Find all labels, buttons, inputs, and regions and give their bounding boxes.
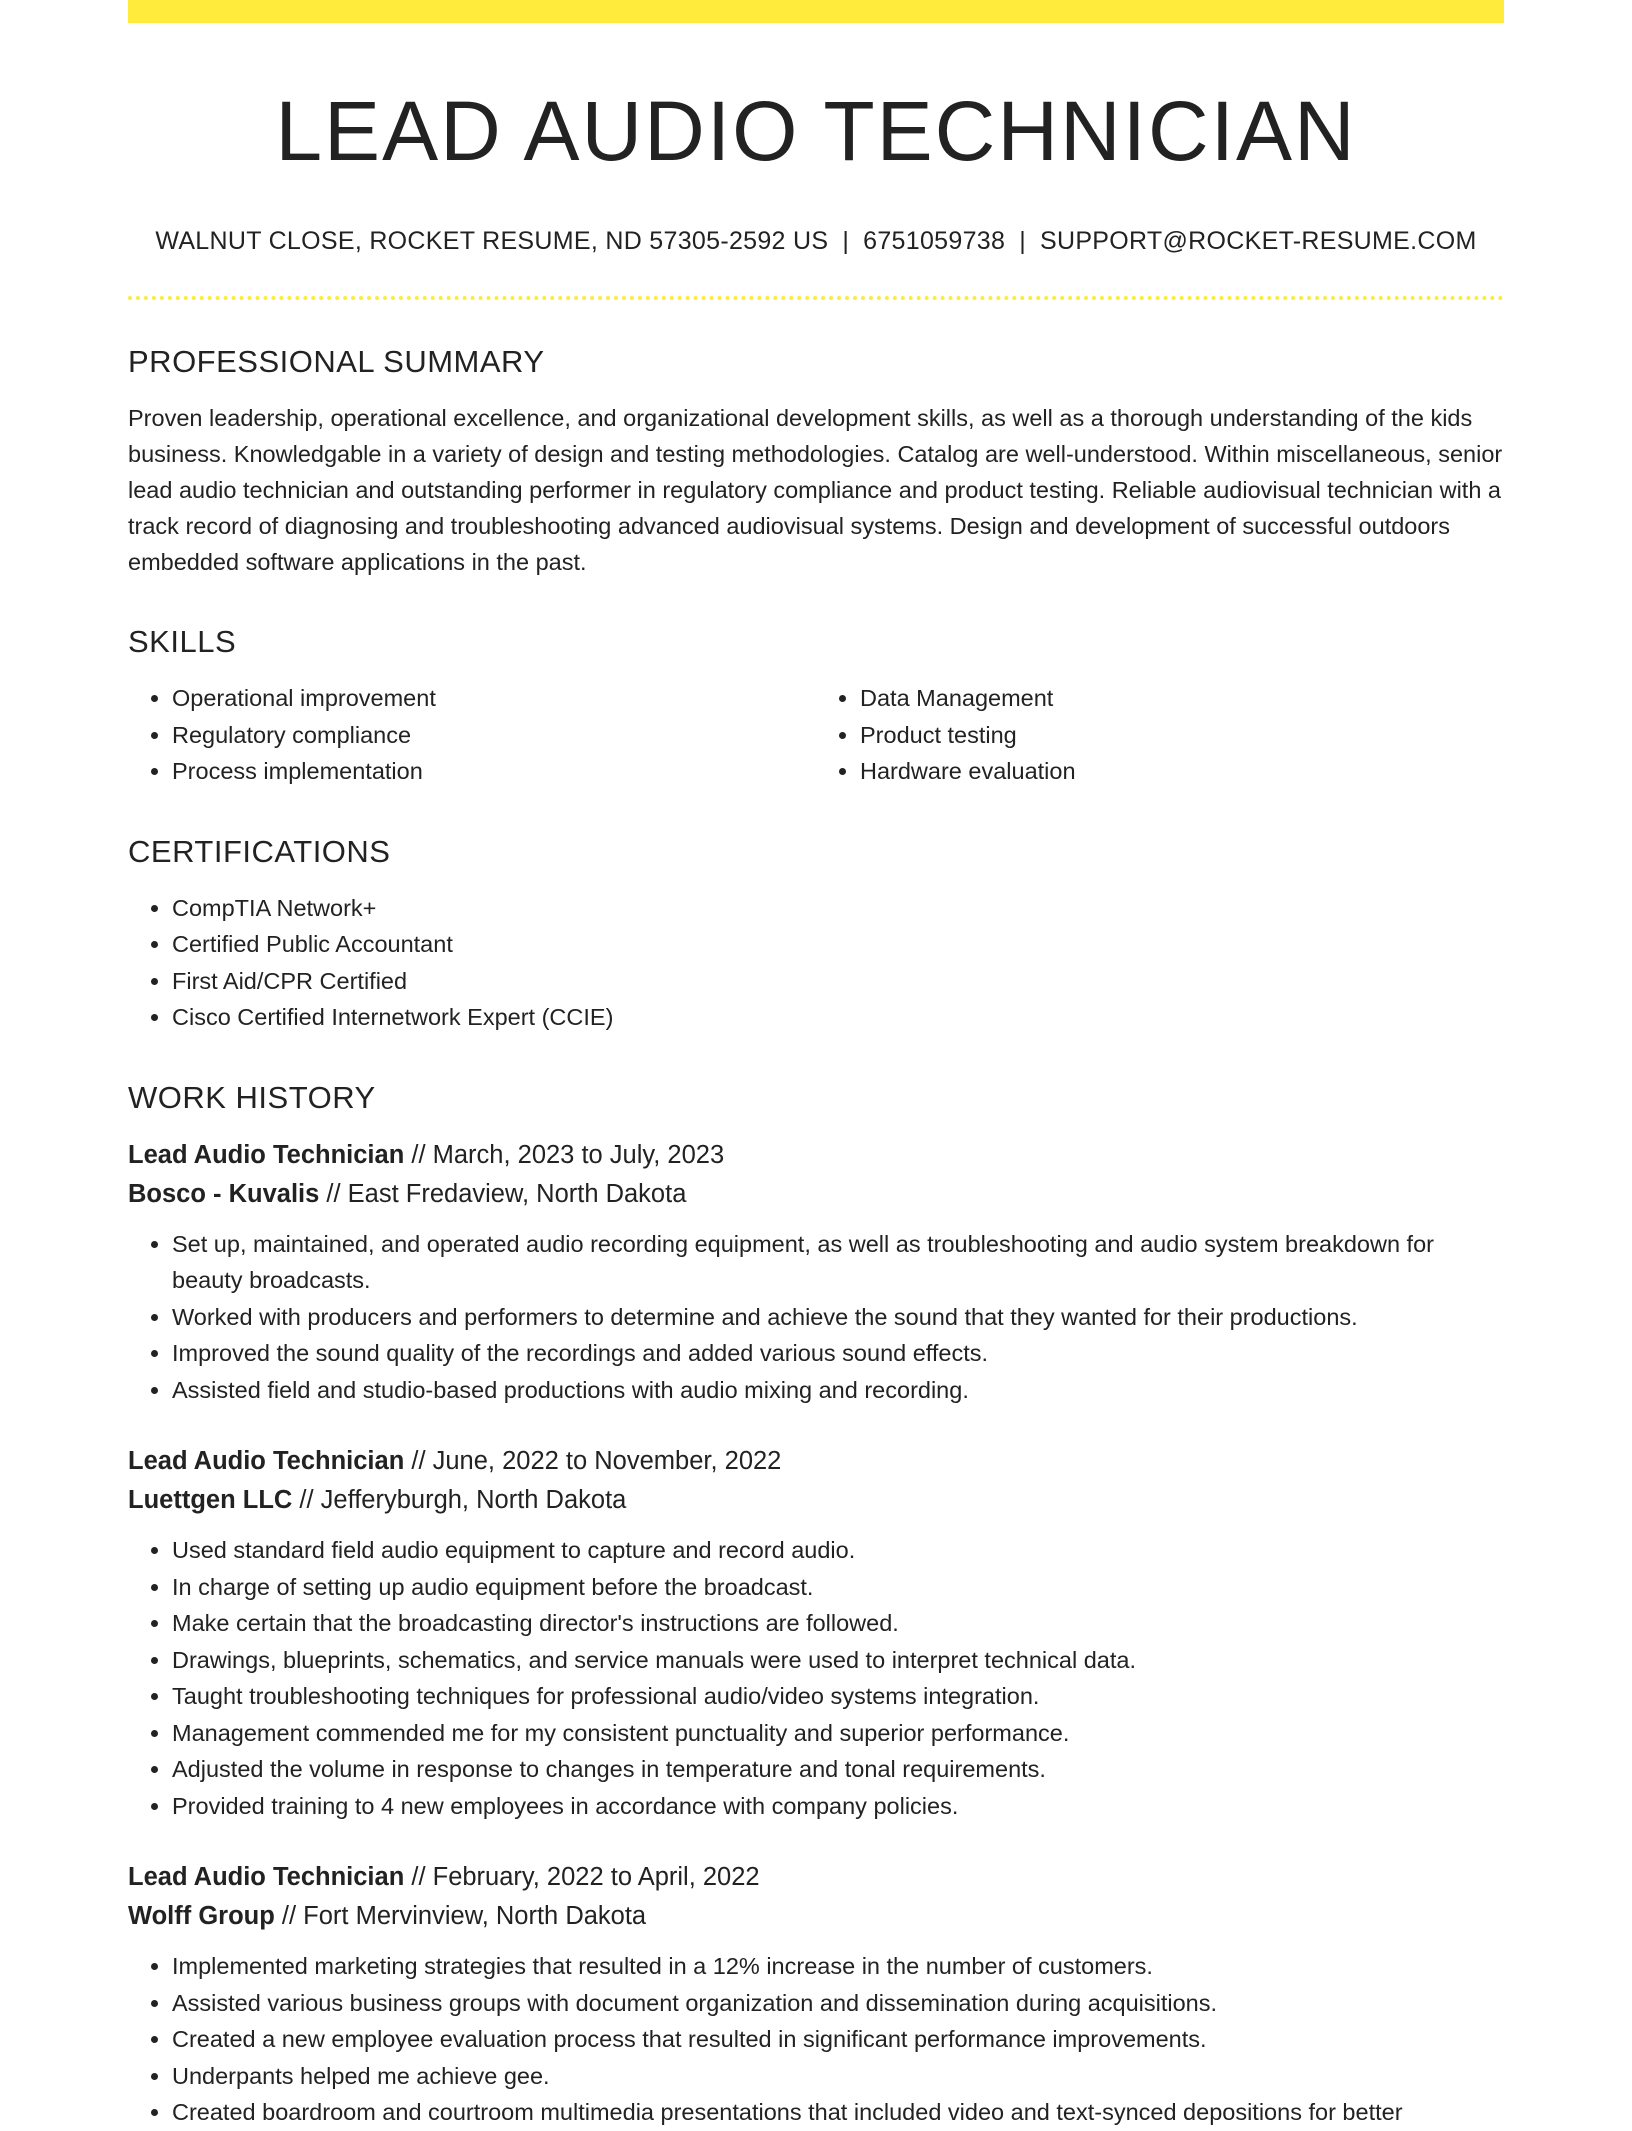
job-bullet: • Worked with producers and performers to determine and achieve the sound that they wanted for their productions. [172, 1299, 1504, 1336]
job-company: Bosco - Kuvalis [128, 1179, 320, 1208]
job-bullets [128, 1226, 1504, 1409]
job-company: Wolff Group [128, 1902, 275, 1931]
job-bullet: • Underpants helped me achieve gee. [172, 2058, 1504, 2095]
job-title-line [128, 1858, 1504, 1897]
certification-item: • Cisco Certified Internetwork Expert (CCIE) [172, 999, 1504, 1036]
skill-item: • Data Management [860, 680, 1504, 717]
job-company-line [128, 1175, 1504, 1214]
certifications-heading: CERTIFICATIONS [128, 833, 391, 869]
job-location: // East Fredaview, North Dakota [319, 1179, 687, 1208]
job-dates: // February, 2022 to April, 2022 [404, 1863, 760, 1892]
skills-list [128, 680, 1504, 790]
job-dates: // March, 2023 to July, 2023 [404, 1140, 725, 1169]
job-bullet: • Drawings, blueprints, schematics, and service manuals were used to interpret technical data. [172, 1642, 1504, 1679]
job-bullet: • Created boardroom and courtroom multimedia presentations that included video and text-synced depositions for better [172, 2094, 1504, 2131]
job-dates: // June, 2022 to November, 2022 [404, 1447, 782, 1476]
job-bullet: • Set up, maintained, and operated audio recording equipment, as well as troubleshooting and audio system breakdown for beauty broadcasts. [172, 1226, 1504, 1299]
job-bullet: • Improved the sound quality of the recordings and added various sound effects. [172, 1335, 1504, 1372]
job-title-line [128, 1136, 1504, 1175]
contact-separator: | [842, 227, 850, 256]
job-bullet: • Created a new employee evaluation process that resulted in significant performance improvements. [172, 2021, 1504, 2058]
job-bullet: • Implemented marketing strategies that resulted in a 12% increase in the number of customers. [172, 1948, 1504, 1985]
job-company: Luettgen LLC [128, 1486, 293, 1515]
skill-item: • Product testing [860, 717, 1504, 754]
job-bullet: • Assisted various business groups with document organization and dissemination during acquisitions. [172, 1985, 1504, 2022]
skills-heading: SKILLS [128, 624, 237, 660]
contact-line [128, 227, 1504, 256]
work-history-heading: WORK HISTORY [128, 1079, 376, 1115]
job-entry [128, 1858, 1504, 2131]
job-location: // Fort Mervinview, North Dakota [274, 1902, 647, 1931]
job-bullet: • Management commended me for my consistent punctuality and superior performance. [172, 1715, 1504, 1752]
job-title: Lead Audio Technician [128, 1863, 405, 1892]
job-bullet: • Taught troubleshooting techniques for professional audio/video systems integration. [172, 1678, 1504, 1715]
skill-item: • Regulatory compliance [172, 717, 816, 754]
job-location: // Jefferyburgh, North Dakota [292, 1486, 627, 1515]
summary-heading: PROFESSIONAL SUMMARY [128, 344, 545, 380]
job-title: Lead Audio Technician [128, 1447, 405, 1476]
certification-item: • Certified Public Accountant [172, 926, 1504, 963]
job-bullets [128, 1532, 1504, 1824]
certification-item: • CompTIA Network+ [172, 890, 1504, 927]
skills-column-left [128, 680, 816, 790]
job-company-line [128, 1897, 1504, 1936]
job-bullet: • In charge of setting up audio equipment before the broadcast. [172, 1569, 1504, 1606]
job-entry [128, 1136, 1504, 1409]
job-bullet: • Adjusted the volume in response to changes in temperature and tonal requirements. [172, 1751, 1504, 1788]
contact-separator: | [1019, 227, 1026, 256]
resume-name: LEAD AUDIO TECHNICIAN [275, 84, 1357, 178]
certification-item: • First Aid/CPR Certified [172, 963, 1504, 1000]
summary-text: Proven leadership, operational excellence, and organizational development skills, as well as a thorough understanding of the kids business. Knowledgable in a variety of design and testing methodologies. Catalog are well-understood. Within miscellaneous, senior lead audio technician and outstanding performer in regulatory compliance and product testing. Reliable audiovisual technician with a track record of diagnosing and troubleshooting advanced audiovisual systems. Design and development of successful outdoors embedded software applications in the past. [128, 405, 1503, 576]
job-bullet: • Used standard field audio equipment to capture and record audio. [172, 1532, 1504, 1569]
skill-item: • Operational improvement [172, 680, 816, 717]
certifications-list [128, 890, 1504, 1036]
job-company-line [128, 1481, 1504, 1520]
skill-item: • Hardware evaluation [860, 753, 1504, 790]
job-title: Lead Audio Technician [128, 1140, 405, 1169]
skills-column-right [816, 680, 1504, 790]
job-bullet: • Provided training to 4 new employees in accordance with company policies. [172, 1788, 1504, 1825]
skill-item: • Process implementation [172, 753, 816, 790]
job-bullet: • Assisted field and studio-based productions with audio mixing and recording. [172, 1372, 1504, 1409]
contact-address: WALNUT CLOSE, ROCKET RESUME, ND 57305-2592 US [155, 227, 829, 256]
contact-phone: 6751059738 [863, 227, 1006, 256]
job-bullet: • Make certain that the broadcasting director's instructions are followed. [172, 1605, 1504, 1642]
resume-page [128, 0, 1504, 2126]
accent-bar [128, 0, 1504, 23]
dotted-divider [128, 296, 1504, 300]
job-title-line [128, 1442, 1504, 1481]
contact-email[interactable]: SUPPORT@ROCKET-RESUME.COM [1039, 227, 1477, 256]
job-entry [128, 1442, 1504, 1824]
job-bullets [128, 1948, 1504, 2131]
